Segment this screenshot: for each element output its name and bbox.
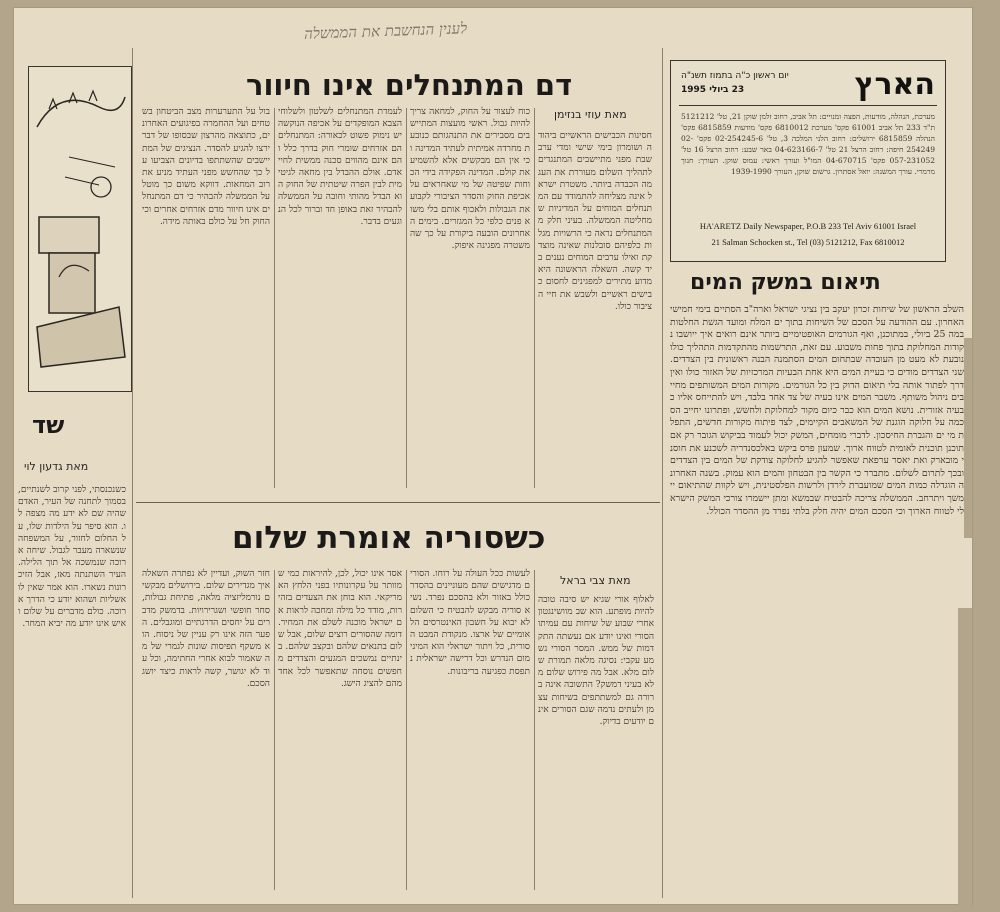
byline-uzi-benziman: מאת עוזי בנזימן	[554, 108, 627, 121]
article-column: בול על התערערות מצב הביטחון בשטחים ועל ההחמרה בפיגועים האחרונים, כתוצאה מהרצון שבסופו של דבר ירצו להגיע להסדר. הנציגים של המתיישבים שהשתתפו בדיונים הצביעו על כך שהחשש מפני העתיד מניע את רוב המחאות. דווקא משום כך מוטל על הממשלה להבהיר כי דם המתנחלים אינו חיוור מדם אזרחים אחרים וכי החוק חל על כולם באותה מידה.	[142, 107, 270, 227]
article-column: כשנכנסתי, לפני קרוב לשנתיים, בסמוך לתחנה של העיר, האדם שהיה שם לא ידע מה מצפה לו. הוא סיפר על הילדות שלו, על החלום לחזור, על המשפחה שנשארה מעבר לגבול. שיחה ארוכה שנמשכה אל תוך הלילה. העיר השתנתה מאז, אבל הזיכרונות נשארו. הוא אמר שאין לו אשליות ושהוא יודע כי הדרך ארוכה. כולם מדברים על שלום ואיש אינו יודע מה יביא המחר.	[18, 485, 126, 630]
article-column: כוח לעצור על החוק, למחאה צריך להיות גבול. ראשי מועצות המתיישבים מסבירים את התנהגותם כנובעת מחרדה אמיתית לעתיד המדינה וכי אין הם מבקשים אלא להשמיע את קולם. המדינה הפקידה בידי הכוחות שפיטה של מי שאחראים על אכיפת החוק והסדר הציבורי לקבוע את הגבולות ולאכוף אותם בלי משוא פנים כלפי כל המגזרים. בימים האחרונים הובעה ביקורת על כך שהמשטרה מפגינה איפוק.	[410, 107, 530, 252]
column-divider	[534, 570, 535, 890]
article-column: חסינות הכבישים הראשיים ביהודה ושומרון בימי שישי ומדי ערב שבת מפני מתיישבים המתנגדים לתהליך השלום מעוררת את העגמה הכבדה ביותר. משטרת ישראל אינה מצליחה להתמודד עם המתנחלים המוחים על המדיניות שמחליטה הממשלה. בעיני חלק מהמתנחלים נראה כי הרשויות מגלות כלפיהם סובלנות שאינה מוצדקת ואילו ערבים המוחים נענים ביד קשה. השאלה הראשונה היא מדוע מתירים למפגינים לחסום כבישים ראשיים ולשבש את חיי הציבור כולו.	[538, 131, 652, 312]
byline-gideon-levy: מאת גדעון לוי	[24, 460, 89, 473]
newspaper-clipping	[14, 8, 972, 904]
masthead-english-line: HA'ARETZ Daily Newspaper, P.O.B 233 Tel Aviv 61001 Israel	[699, 221, 917, 231]
article-column: לעמדת המתנחלים לשלטון ולשלוחי הצבא המופקדים על אכיפה הנוקשה יש נימוק פשוט לכאורה: המתנחלים הם אזרחים שומרי חוק בדרך כלל והם אינם מהווים סכנה ממשית לחיי אדם. אולם ההבדל בין מחאה לגיטימית לבין הפרה שיטתית של החוק הוא הבדל מהותי וחובה על הממשלה להבהיר זאת באופן חד וברור לכל הנוגעים בדבר.	[278, 107, 402, 227]
article-column: לעשות ככל העולה על רוחו. הסורים מדגישים שהם מעוניינים בהסדר כולל באזור ולא בהסכם נפרד. נשיא סוריה מבקש להבטיח כי השלום לא יבוא על חשבון האינטרסים הלאומיים של ארצו. מנקודת המבט הסורית, כל ויתור ישראלי הוא המינימום הנדרש וכל דרישה ישראלית נתפסת כפגיעה בריבונות.	[410, 569, 530, 677]
torn-edge	[964, 338, 972, 538]
column-divider	[274, 108, 275, 488]
article-column: לאלוף אורי שגיא יש סיבה טובה להיות מופתע. הוא שב מוושינגטון אחרי שבוע של שיחות עם עמיתו הסורי ואינו יודע אם נעשתה התקדמות של ממש. המסר הסורי נשמע עקבי: נסיגה מלאה תמורת שלום מלא. אבל מה פירוש שלום מלא בעיני דמשק? התשובה אינה ברורה גם למשתתפים בשיחות עצמן ולעתים נדמה שגם הסורים אינם יודעים בדיוק.	[538, 595, 654, 728]
masthead-box	[670, 60, 946, 262]
article-column: אסד אינו יכול, לכן, להיראות כמי שמוותר על עקרונותיו בפני הלחץ האמריקאי. הוא בוחן את הצעדים בזהירות, מודד כל מילה ומחכה לראות אם ישראל מוכנה לשלם את המחיר. דומה שהסורים רוצים שלום, אבל שלום בתנאים שלהם ובקצב שלהם. בינתיים נמשכים המגעים והצדדים מחפשים נוסחה שתאפשר לכל אחד מהם להציג הישג.	[278, 569, 402, 689]
masthead-title: הארץ	[854, 67, 935, 102]
column-divider	[406, 108, 407, 488]
cartoon-caption: שד	[32, 411, 65, 439]
column-divider	[274, 570, 275, 890]
masthead-contact-info: מערכת, הנהלה, מודעות, הפצה ומנויים: תל אביב, רחוב זלמן שוקן 21, טל' 5121212 ת"ד 233 תל אביב 61001 פקס' מערכת 6810012 פקס' מודעות 6815859 פקס' הנהלה 6815859 ירושלים: רחוב הלני המלכה 3, טל' 02-254245-6 פקס' 02-254249 חיפה: רחוב הרצל 21 טל' 04-623166-7 באר שבע: רחוב הרצל 16 טל' 057-231052 פקס' 04-670715 המו"ל ועורך ראשי: עמוס שוקן. העורך: חנוך מרמרי. עורך המשנה: יואל אסתרון. גרשום שוקן, העורך 1939-1990	[681, 112, 935, 176]
headline-blood: דם המתנחלים אינו חיוור	[246, 68, 573, 102]
editorial-body: השלב הראשון של שיחות זכרון יעקב בין נציגי ישראל וארה"ב הסתיים בימי חמישי האחרון. עם ההודעה על הסכם של השיחות בתוך ים המלח ומועד הגשת החלטות במה 25 ביולי, במתוכנן, ואף הגורמים האופטימיים ביותר אינם רואים איך ייושבו נקודות המחלוקת בתוך פחות משבוע. עם זאת, התרשמות מהתקדמות התהליך כולו נובעת לא מעט מן העובדה שבתחום המים הסתמנה הבנה ראשונית בין הצדדים. שני הצדדים מודים כי בעיית המים היא אחת הבעיות המרכזיות של האזור כולו ואין דרך לפתור אותה בלי תיאום הדוק בין כל הגורמים. מקורות המים המשותפים מחייבים ניהול משותף. משבר המים אינו בעיה של צד אחד בלבד, ויש להתייחס אליו כבעיה אזורית. נושא המים הוא כבר כיום מקור למחלוקת ולחשש, ופתרונו יחייב הסכמה על חלוקה הוגנת של המשאבים הקיימים, לצד פיתוח מקורות חדשים, התפלת מי ים והגברת החיסכון. לדברי מומחים, המשק יכול לעמוד בביקוש הגובר רק אם תוכנן תוכנית לאומית לטווח ארוך. שמעון פרס ביקש באלכסנדריה לשכנע את חוסני מובארק ואת יאסר ערפאת שאפשר להגיע לחלוקה צודקת של המים בין הצדדים ובכך לתרום לשלום. מתברר כי הקשר בין הבטחון והמים הוא עמוק. בשנה האחרונה הוגדלה כמות המים שמועברת לירדן ולרשות הפלסטינית, ויש לקוות שהתיאום יימשך ויתרחב. הממשלה צריכה להבטיח שבמשא ומתן יישמרו צורכי המשק הישראלי לטווח הארוך וכי הסכם המים יהיה חלק בלתי נפרד מן ההסדר הכולל.	[670, 304, 964, 517]
column-divider	[406, 570, 407, 890]
headline-syria: כשסוריה אומרת שלום	[232, 520, 546, 556]
torn-edge	[958, 608, 972, 908]
masthead-english-address: 21 Salman Schocken st., Tel (03) 5121212, Fax 6810012	[711, 237, 905, 247]
byline-zvi-barel: מאת צבי בראל	[560, 574, 631, 587]
handwritten-note: לענין הנחשבת את הממשלה	[303, 19, 468, 43]
masthead-rule	[679, 105, 937, 106]
column-divider	[534, 108, 535, 488]
article-column: חזר השוק, ועדיין לא נפתרה השאלה איך מגדירים שלום. בירושלים מבקשים נורמליזציה מלאה, פתיחת גבולות, סחר חופשי ושגרירויות. בדמשק מדברים על יחסים הדרגתיים ומוגבלים. הפער הזה אינו רק עניין של ניסוח. הוא משקף תפיסות שונות לגמרי של מה שאמור לבוא אחרי החתימה, וכל עוד לא יגושר, קשה לראות כיצד יושג הסכם.	[142, 569, 270, 689]
column-divider	[662, 48, 663, 898]
masthead-date-gregorian: 23 ביולי 1995	[681, 85, 745, 95]
masthead-date-hebrew: יום ראשון כ"ה בתמוז תשנ"ה	[681, 71, 789, 81]
column-divider	[132, 48, 133, 898]
cartoon-drawing	[29, 67, 130, 390]
headline-water: תיאום במשק המים	[690, 270, 881, 295]
cartoon	[28, 66, 132, 392]
section-divider	[136, 502, 660, 503]
